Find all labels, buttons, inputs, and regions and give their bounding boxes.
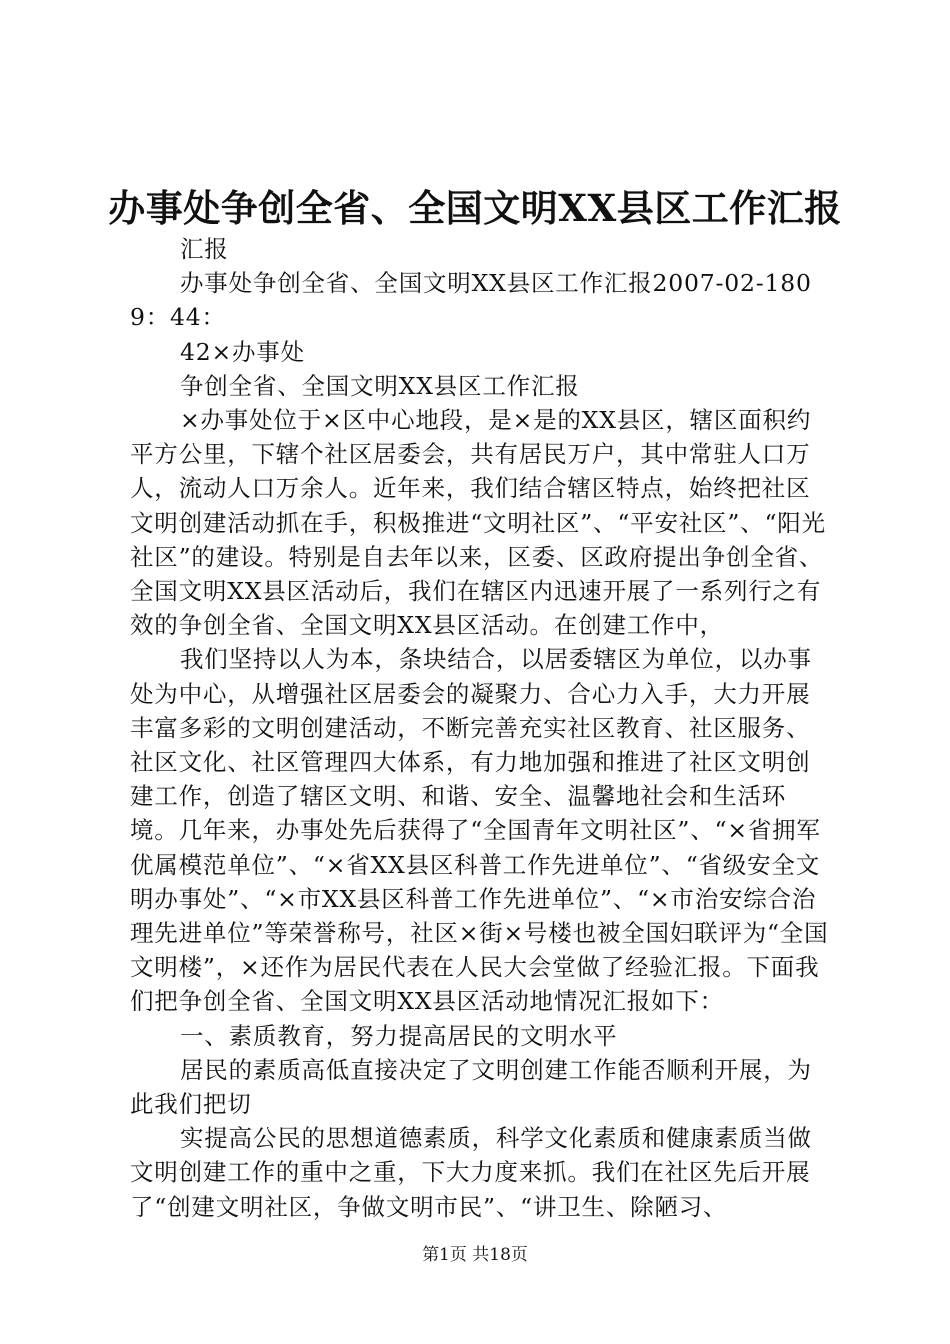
- paragraph-overview: ×办事处位于×区中心地段，是×是的XX县区，辖区面积约平方公里，下辖个社区居委会，共有居民万户，其中常驻人口万人，流动人口万余人。近年来，我们结合辖区特点，始终把社区文明创建活动抓在手，积极推进“文明社区”、“平安社区”、“阳光社区”的建设。特别是自去年以来，区委、区政府提出争创全省、全国文明XX县区活动后，我们在辖区内迅速开展了一系列行之有效的争创全省、全国文明XX县区活动。在创建工作中，: [130, 406, 826, 640]
- paragraph-source-line: 办事处争创全省、全国文明XX县区工作汇报2007-02-1809：44：: [130, 269, 812, 332]
- paragraph-quality-continued: 实提高公民的思想道德素质，科学文化素质和健康素质当做文明创建工作的重中之重，下大力度来抓。我们在社区先后开展了“创建文明社区，争做文明市民”、“讲卫生、除陋习、: [130, 1124, 812, 1221]
- page-footer: 第1页 共18页: [422, 1245, 528, 1265]
- section-heading-1: 一、素质教育，努力提高居民的文明水平: [180, 1021, 618, 1050]
- document-body: [130, 232, 830, 1224]
- paragraph-achievements: 我们坚持以人为本，条块结合，以居委辖区为单位，以办事处为中心，从增强社区居委会的凝聚力、合心力入手，大力开展丰富多彩的文明创建活动，不断完善充实社区教育、社区服务、社区文化、社区管理四大体系，有力地加强和推进了社区文明创建工作，创造了辖区文明、和谐、安全、温馨地社会和生活环境。几年来，办事处先后获得了“全国青年文明社区”、“×省拥军优属模范单位”、“×省XX县区科普工作先进单位”、“省级安全文明办事处”、“×市XX县区科普工作先进单位”、“×市治安综合治理先进单位”等荣誉称号，社区×街×号楼也被全国妇联评为“全国文明楼”，×还作为居民代表在人民大会堂做了经验汇报。下面我们把争创全省、全国文明XX县区活动地情况汇报如下：: [130, 645, 829, 1016]
- paragraph-subtitle: 争创全省、全国文明XX县区工作汇报: [180, 371, 580, 400]
- paragraph-quality: 居民的素质高低直接决定了文明创建工作能否顺利开展，为此我们把切: [130, 1055, 812, 1119]
- document-title: 办事处争创全省、全国文明XX县区工作汇报: [108, 186, 842, 230]
- paragraph-heading-label: 汇报: [180, 235, 229, 263]
- paragraph-time-office: 42×办事处: [180, 337, 305, 366]
